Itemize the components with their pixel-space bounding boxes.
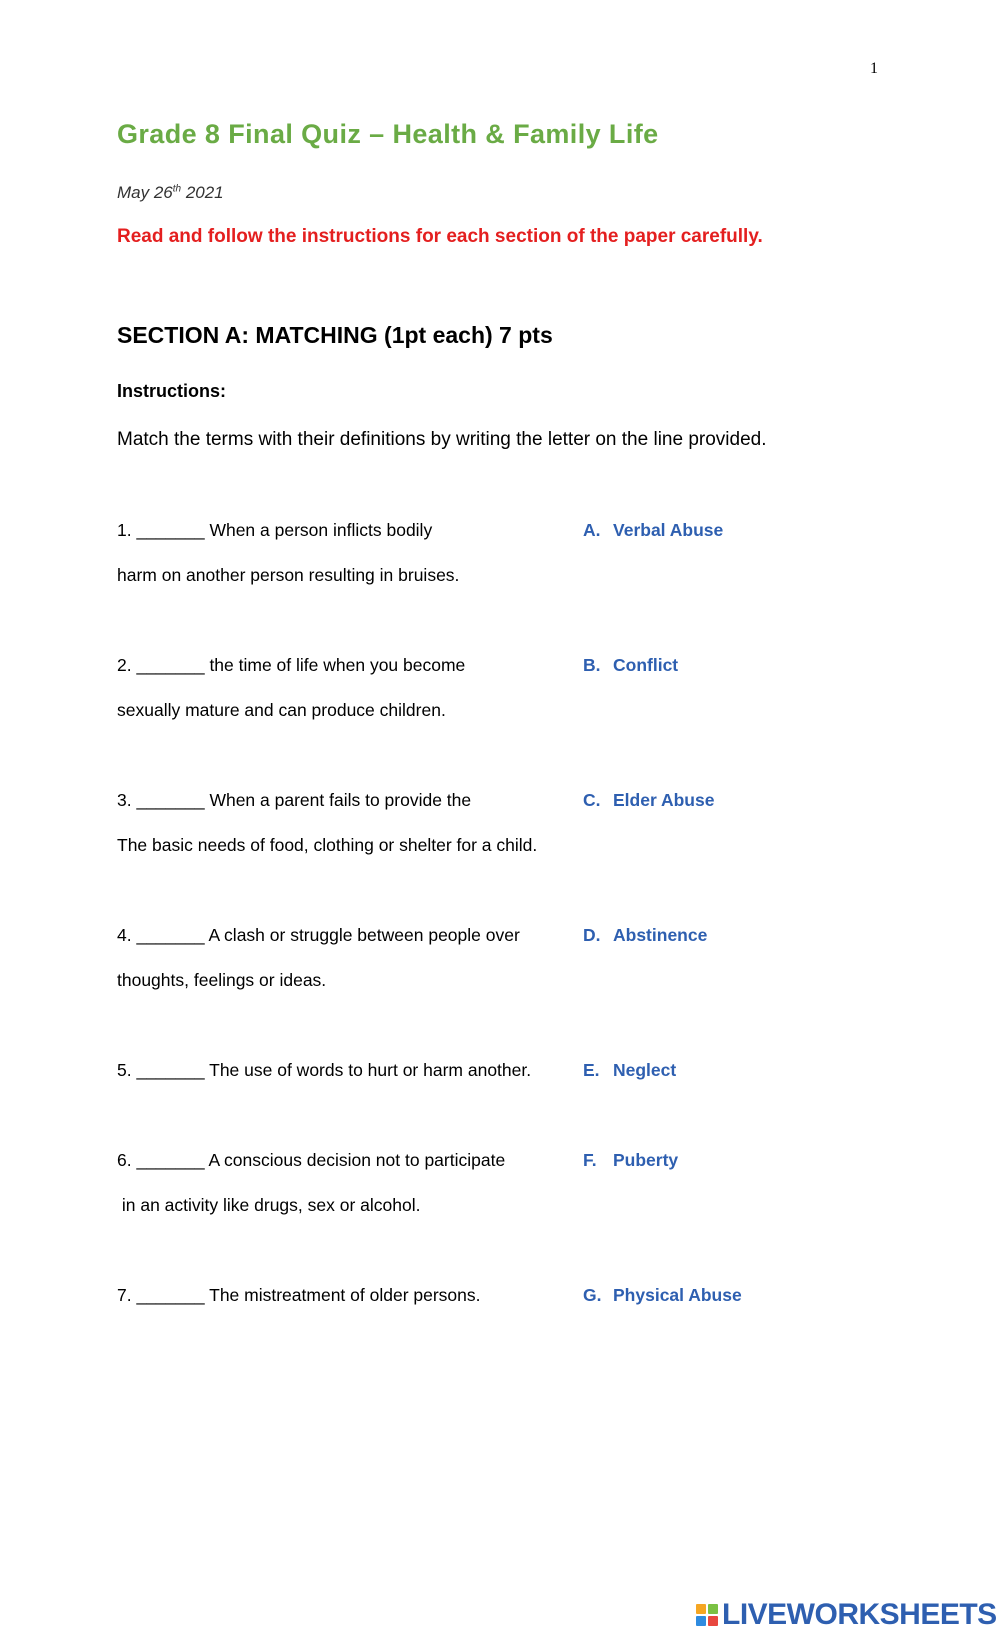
- instructions-label: Instructions:: [117, 381, 227, 401]
- logo-icon: [696, 1604, 718, 1626]
- logo-square: [696, 1616, 706, 1626]
- answer-letter: D.: [583, 925, 601, 945]
- red-instruction: Read and follow the instructions for each section of the paper carefully.: [117, 226, 763, 247]
- answer-option-f: [583, 1150, 678, 1171]
- answer-option-e: [583, 1060, 676, 1081]
- answer-letter: E.: [583, 1060, 600, 1080]
- answer-term: Neglect: [613, 1060, 677, 1080]
- question-continuation: sexually mature and can produce children.: [117, 700, 446, 720]
- answer-term: Puberty: [613, 1150, 679, 1170]
- logo-square: [696, 1604, 706, 1614]
- logo-text: LIVEWORKSHEETS: [722, 1598, 997, 1631]
- question-line[interactable]: 2. _______ the time of life when you become: [117, 655, 466, 675]
- answer-letter: A.: [583, 520, 601, 540]
- answer-option-a: [583, 520, 723, 541]
- question-line[interactable]: 5. _______ The use of words to hurt or harm another.: [117, 1060, 532, 1080]
- answer-letter: F.: [583, 1150, 597, 1170]
- answer-letter: G.: [583, 1285, 602, 1305]
- answer-letter: B.: [583, 655, 601, 675]
- answer-term: Conflict: [613, 655, 679, 675]
- liveworksheets-logo[interactable]: [696, 1598, 997, 1632]
- question-continuation: The basic needs of food, clothing or shelter for a child.: [117, 835, 538, 855]
- instructions-text: Match the terms with their definitions by writing the letter on the line provided.: [117, 429, 767, 450]
- answer-option-d: [583, 925, 707, 946]
- page-title: Grade 8 Final Quiz – Health & Family Life: [117, 119, 659, 149]
- question-line[interactable]: 4. _______ A clash or struggle between people over: [117, 925, 520, 945]
- page-number: 1: [870, 60, 878, 77]
- date-prefix: May 26: [117, 183, 173, 202]
- answer-term: Physical Abuse: [613, 1285, 742, 1305]
- logo-square: [708, 1604, 718, 1614]
- question-line[interactable]: 7. _______ The mistreatment of older persons.: [117, 1285, 481, 1305]
- quiz-date: [117, 183, 224, 203]
- answer-term: Abstinence: [613, 925, 708, 945]
- answer-term: Elder Abuse: [613, 790, 715, 810]
- answer-option-b: [583, 655, 678, 676]
- date-suffix: 2021: [181, 183, 224, 202]
- answer-option-g: [583, 1285, 742, 1306]
- answer-option-c: [583, 790, 714, 811]
- answer-term: Verbal Abuse: [613, 520, 724, 540]
- logo-square: [708, 1616, 718, 1626]
- question-line[interactable]: 3. _______ When a parent fails to provide the: [117, 790, 472, 810]
- question-continuation: harm on another person resulting in bruises.: [117, 565, 460, 585]
- question-line[interactable]: 6. _______ A conscious decision not to participate: [117, 1150, 506, 1170]
- answer-letter: C.: [583, 790, 601, 810]
- question-continuation: in an activity like drugs, sex or alcohol.: [117, 1195, 421, 1215]
- question-line[interactable]: 1. _______ When a person inflicts bodily: [117, 520, 433, 540]
- section-heading: SECTION A: MATCHING (1pt each) 7 pts: [117, 322, 553, 348]
- question-continuation: thoughts, feelings or ideas.: [117, 970, 327, 990]
- date-superscript: th: [172, 183, 182, 195]
